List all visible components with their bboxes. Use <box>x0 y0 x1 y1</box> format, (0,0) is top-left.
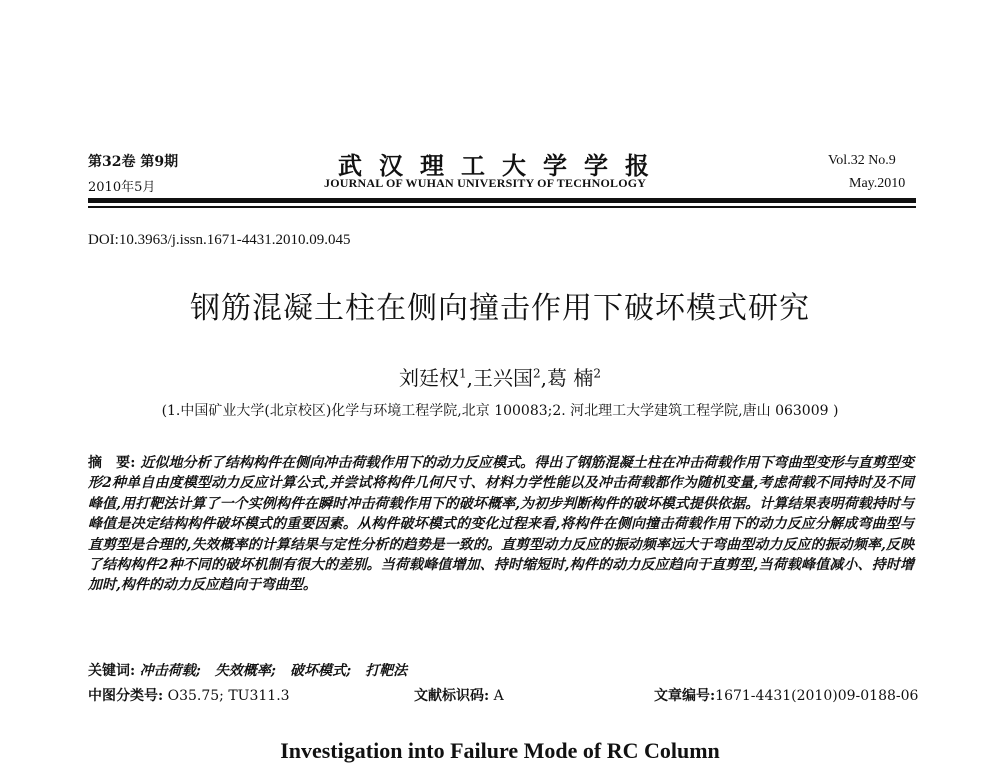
article-title-en: Investigation into Failure Mode of RC Column <box>280 738 720 763</box>
abstract-label: 摘 要: <box>88 455 136 471</box>
author-name: 刘廷权 <box>399 366 459 390</box>
doi: DOI:10.3963/j.issn.1671-4431.2010.09.045 <box>88 232 351 248</box>
author-affiliation-mark: 1 <box>459 366 467 381</box>
keywords-text: 冲击荷载; 失效概率; 破坏模式; 打靶法 <box>139 663 408 679</box>
date-cn: 2010年5月 <box>88 180 156 195</box>
article-title-cn: 钢筋混凝土柱在侧向撞击作用下破坏模式研究 <box>190 291 810 326</box>
keywords-label: 关键词: <box>88 663 136 679</box>
author-name: 葛 楠 <box>547 366 594 390</box>
clc-label: 中图分类号: <box>88 688 164 704</box>
doc-code-label: 文献标识码: <box>414 688 490 704</box>
article-number-value: 1671-4431(2010)09-0188-06 <box>715 688 919 704</box>
author-affiliation-mark: 2 <box>593 366 601 381</box>
author-separator: , <box>540 366 547 390</box>
author-affiliation-mark: 2 <box>533 366 541 381</box>
clc-value: O35.75; TU311.3 <box>167 688 290 704</box>
author-list <box>0 362 1000 391</box>
date-en: May.2010 <box>849 176 906 191</box>
doc-code-value: A <box>493 688 504 704</box>
article-number-label: 文章编号: <box>654 688 716 704</box>
keywords <box>88 660 407 680</box>
author-separator: , <box>466 366 473 390</box>
journal-title-cn: 武汉理工大学学报 <box>338 151 666 180</box>
abstract-text: 近似地分析了结构构件在侧向冲击荷载作用下的动力反应模式。得出了钢筋混凝土柱在冲击荷载作用下弯曲型变形与直剪型变形2种单自由度模型动力反应计算公式,并尝试将构件几何尺寸、材料力学性能以及冲击荷载都作为随机变量,考虑荷载不同持时及不同峰值,用打靶法计算了一个实例构件在瞬时冲击荷载作用下的破坏概率,为初步判断构件的破坏模式提供依据。计算结果表明荷载持时与峰值是决定结构构件破坏模式的重要因素。从构件破坏模式的变化过程来看,将构件在侧向撞击荷载作用下的动力反应分解成弯曲型与直剪型是合理的,失效概率的计算结果与定性分析的趋势是一致的。直剪型动力反应的振动频率远大于弯曲型动力反应的振动频率,反映了结构构件2种不同的破坏机制有很大的差别。当荷载峰值增加、持时缩短时,构件的动力反应趋向于直剪型,当荷载峰值减小、持时增加时,构件的动力反应趋向于弯曲型。 <box>88 455 915 594</box>
abstract <box>88 453 914 596</box>
volume-issue-cn: 第32卷 第9期 <box>88 154 179 170</box>
journal-title-en: JOURNAL OF WUHAN UNIVERSITY OF TECHNOLOGY <box>324 176 647 190</box>
volume-issue-en: Vol.32 No.9 <box>828 153 896 168</box>
affiliations: (1.中国矿业大学(北京校区)化学与环境工程学院,北京 100083;2. 河北理工大学建筑工程学院,唐山 063009 ) <box>161 403 839 419</box>
header-rule-thick <box>88 198 916 203</box>
header-rule-thin <box>88 206 916 208</box>
classification-line <box>88 685 919 705</box>
author-name: 王兴国 <box>473 366 533 390</box>
